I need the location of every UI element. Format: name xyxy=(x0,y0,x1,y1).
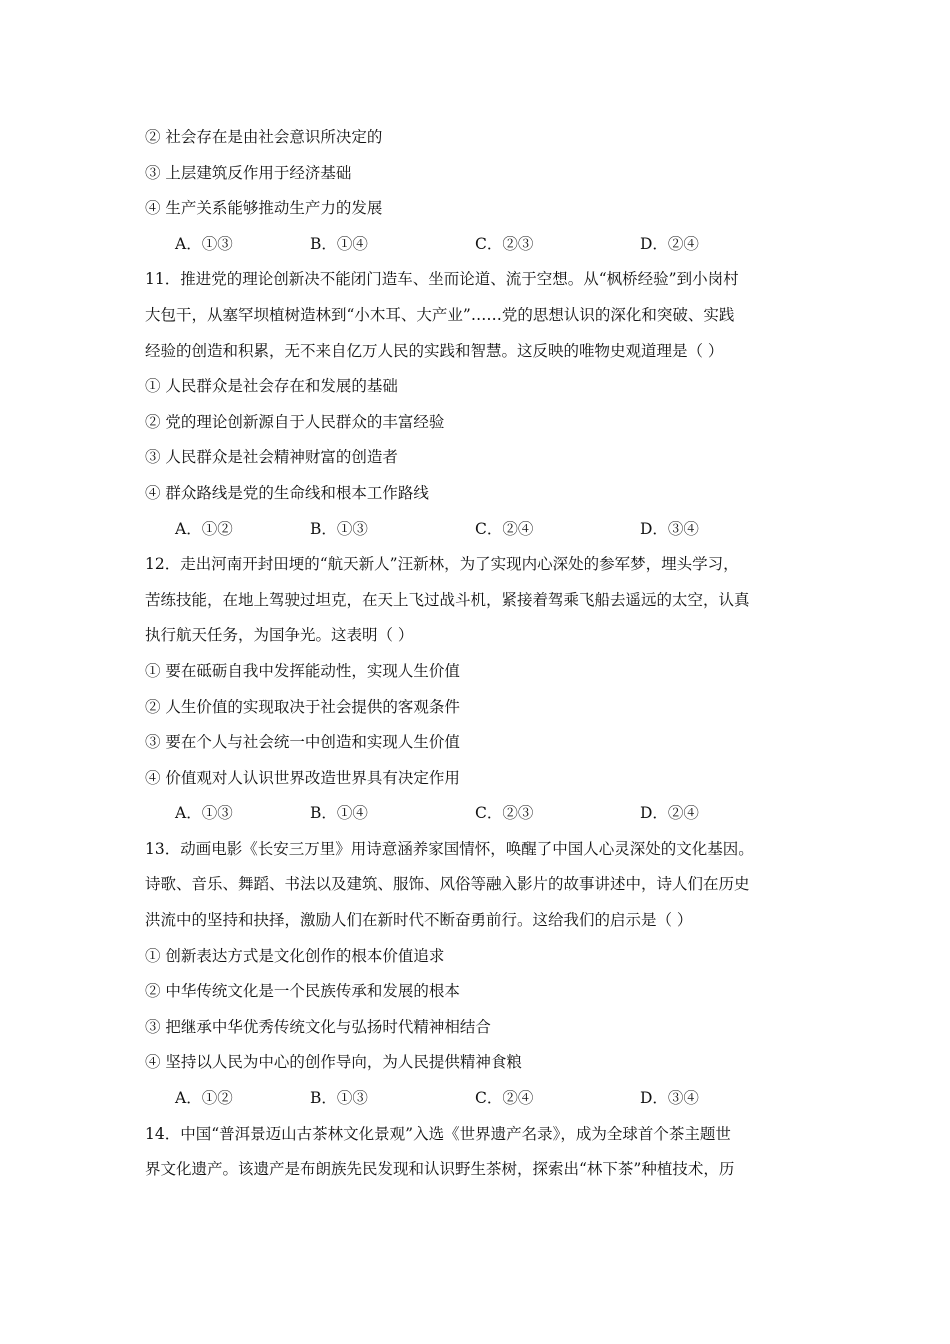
choice-a: A．①③ xyxy=(175,804,233,823)
choice-b: B．①④ xyxy=(310,804,368,823)
question-stem-line: 苦练技能，在地上驾驶过坦克，在天上飞过战斗机，紧接着驾乘飞船去遥远的太空，认真 xyxy=(145,590,750,609)
choice-c: C．②④ xyxy=(475,519,534,538)
choice-b: B．①③ xyxy=(310,519,368,538)
question-stem-line: 12．走出河南开封田埂的“航天新人”汪新林，为了实现内心深处的参军梦，埋头学习， xyxy=(145,555,739,574)
question-stem-line: 13．动画电影《长安三万里》用诗意涵养家国情怀，唤醒了中国人心灵深处的文化基因。 xyxy=(145,839,754,858)
choice-d: D．③④ xyxy=(640,1089,699,1108)
question-11 xyxy=(145,262,805,547)
question-stem-line: 经验的创造和积累，无不来自亿万人民的实践和智慧。这反映的唯物史观道理是（ ） xyxy=(145,341,724,360)
answer-choices xyxy=(145,227,805,263)
answer-choices xyxy=(145,1081,805,1117)
question-stem-line: 11．推进党的理论创新决不能闭门造车、坐而论道、流于空想。从“枫桥经验”到小岗村 xyxy=(145,270,739,289)
question-stem-line: 洪流中的坚持和抉择，激励人们在新时代不断奋勇前行。这给我们的启示是（ ） xyxy=(145,911,693,930)
option-line: ② 中华传统文化是一个民族传承和发展的根本 xyxy=(145,982,460,1001)
choice-d: D．②④ xyxy=(640,234,699,253)
option-line: ① 人民群众是社会存在和发展的基础 xyxy=(145,377,398,396)
option-line: ② 党的理论创新源自于人民群众的丰富经验 xyxy=(145,412,445,431)
option-line: ③ 人民群众是社会精神财富的创造者 xyxy=(145,448,398,467)
option-line: ④ 群众路线是党的生命线和根本工作路线 xyxy=(145,483,429,502)
answer-choices xyxy=(145,512,805,548)
choice-a: A．①③ xyxy=(175,234,233,253)
choice-b: B．①④ xyxy=(310,234,368,253)
option-line: ④ 生产关系能够推动生产力的发展 xyxy=(145,199,383,218)
question-stem-line: 14．中国“普洱景迈山古茶林文化景观”入选《世界遗产名录》，成为全球首个茶主题世 xyxy=(145,1124,731,1143)
choice-b: B．①③ xyxy=(310,1089,368,1108)
option-line: ① 要在砥砺自我中发挥能动性，实现人生价值 xyxy=(145,661,460,680)
question-stem-line: 界文化遗产。该遗产是布朗族先民发现和认识野生茶树，探索出“林下茶”种植技术，历 xyxy=(145,1160,735,1179)
choice-c: C．②③ xyxy=(475,804,534,823)
choice-a: A．①② xyxy=(175,519,233,538)
option-line: ④ 坚持以人民为中心的创作导向，为人民提供精神食粮 xyxy=(145,1053,522,1072)
option-line: ③ 把继承中华优秀传统文化与弘扬时代精神相结合 xyxy=(145,1017,491,1036)
choice-c: C．②④ xyxy=(475,1089,534,1108)
choice-a: A．①② xyxy=(175,1089,233,1108)
question-stem-line: 诗歌、音乐、舞蹈、书法以及建筑、服饰、风俗等融入影片的故事讲述中，诗人们在历史 xyxy=(145,875,750,894)
question-stem-line: 执行航天任务，为国争光。这表明（ ） xyxy=(145,626,414,645)
question-10 xyxy=(145,120,805,262)
choice-c: C．②③ xyxy=(475,234,534,253)
question-13 xyxy=(145,832,805,1117)
option-line: ② 人生价值的实现取决于社会提供的客观条件 xyxy=(145,697,460,716)
question-12 xyxy=(145,547,805,832)
question-14 xyxy=(145,1117,805,1188)
option-line: ③ 上层建筑反作用于经济基础 xyxy=(145,163,352,182)
choice-d: D．③④ xyxy=(640,519,699,538)
option-line: ④ 价值观对人认识世界改造世界具有决定作用 xyxy=(145,768,460,787)
option-line: ③ 要在个人与社会统一中创造和实现人生价值 xyxy=(145,733,460,752)
choice-d: D．②④ xyxy=(640,804,699,823)
answer-choices xyxy=(145,796,805,832)
question-stem-line: 大包干，从塞罕坝植树造林到“小木耳、大产业”……党的思想认识的深化和突破、实践 xyxy=(145,305,735,324)
option-line: ② 社会存在是由社会意识所决定的 xyxy=(145,128,383,146)
option-line: ① 创新表达方式是文化创作的根本价值追求 xyxy=(145,946,445,965)
page-content xyxy=(145,120,805,1188)
